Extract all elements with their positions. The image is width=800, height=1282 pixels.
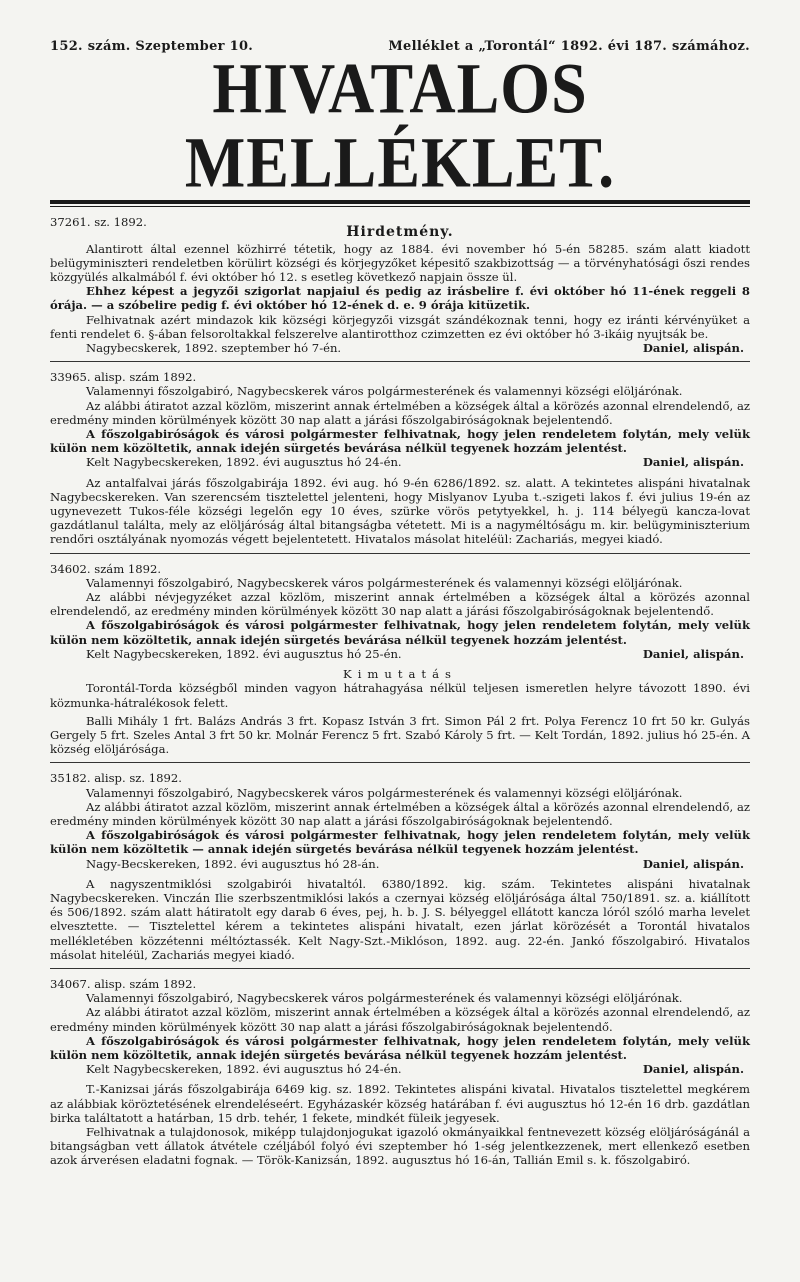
paragraph: A főszolgabiróságok és városi polgármester felhivatnak, hogy jelen rendeletem folytán, mely velük külön nem közöltetik, annak idején sürgetés bevárása nélkül tegyenek hozzám jelentést. bbox=[50, 1033, 750, 1062]
paragraph: Felhivatnak a tulajdonosok, miképp tulajdonjogukat igazoló okmányaikkal fentnevezett község elöljáróságánál a bitangságban vett állatok átvétele czéljából folyó évi szeptember hó 1-ség jelentkezzenek, mert ellenkező esetben azok árverésen eladatni fognak. — Török-Kanizsán, 1892. augusztus hó 16-án, Tallián Emil s. k. főszolgabiró. bbox=[50, 1124, 750, 1168]
signature-line bbox=[50, 857, 750, 871]
addressee: Valamennyi főszolgabiró, Nagybecskerek város polgármesterének és valamennyi községi elöljárónak. bbox=[86, 785, 683, 800]
signer: Daniel, alispán. bbox=[642, 455, 744, 470]
masthead-rule-thin bbox=[50, 206, 750, 207]
notice-hirdetmeny bbox=[50, 215, 750, 355]
paragraph: Az antalfalvai járás főszolgabirája 1892. évi aug. hó 9-én 6286/1892. sz. alatt. A tekintetes alispáni hivatalnak Nagybecskereken. Van szerencsém tisztelettel jelenteni, hogy Mislyanov Lyuba t.-szigeti lakos f. évi julius 19-én az ugynevezett Tukos-féle községi legelőn egy 10 éves, szürke vörös petytyekkel, h. j. 114 bélyegü kancza-lovat gazdátlanul találta, mely az elöljáróság által bitangságba vétetett. Mi is a nagyméltóságu m. kir. belügyminiszterium rendőri osztályának nyomozás végett bejelentetett. Hivatalos másolat hiteléül: Zachariás, megyei kiadó. bbox=[50, 475, 750, 547]
notice-34602 bbox=[50, 562, 750, 757]
paragraph: Az alábbi átiratot azzal közlöm, miszerint annak értelmében a községek által a körözés azonnal elrendelendő, az eredmény minden körülmények között 30 nap alatt a járási főszolgabiróságoknak bejelentendő. bbox=[50, 398, 750, 427]
notice-number: 34602. szám 1892. bbox=[50, 561, 162, 576]
place-date: Kelt Nagybecskereken, 1892. évi augusztus hó 24-én. bbox=[86, 1062, 402, 1077]
paragraph: A főszolgabiróságok és városi polgármester felhivatnak, hogy jelen rendeletem folytán, mely velük külön nem közöltetik — annak idején sürgetés bevárása nélkül tegyenek hozzám jelentést. bbox=[50, 828, 750, 857]
signer: Daniel, alispán. bbox=[642, 646, 744, 661]
place-date: Kelt Nagybecskereken, 1892. évi augusztus hó 24-én. bbox=[86, 455, 402, 470]
paragraph: Az alábbi átiratot azzal közlöm, miszerint annak értelmében a községek által a körözés azonnal elrendelendő, az eredmény minden körülmények között 30 nap alatt a járási főszolgabiróságoknak bejelentendő. bbox=[50, 1005, 750, 1034]
addressee: Valamennyi főszolgabiró, Nagybecskerek város polgármesterének és valamennyi községi elöljárónak. bbox=[86, 991, 683, 1006]
notice-number: 34067. alisp. szám 1892. bbox=[50, 976, 197, 991]
masthead-title: HIVATALOS MELLÉKLET. bbox=[184, 48, 616, 203]
notice-34067 bbox=[50, 977, 750, 1168]
kimutatas-heading: Kimutatás bbox=[343, 667, 457, 682]
newspaper-page bbox=[50, 0, 750, 1168]
notice-number: 37261. sz. 1892. bbox=[50, 215, 147, 230]
signer: Daniel, alispán. bbox=[642, 341, 744, 356]
paragraph: Ehhez képest a jegyzői szigorlat napjaiul és pedig az irásbelire f. évi október hó 11-ének reggeli 8 órája. — a szóbelire pedig f. évi október hó 12-ének d. e. 9 órája kitüzetik. bbox=[50, 284, 750, 313]
signature-line bbox=[50, 1062, 750, 1076]
paragraph: A főszolgabiróságok és városi polgármester felhivatnak, hogy jelen rendeletem folytán, mely velük külön nem közöltetik, annak idején sürgetés bevárása nélkül tegyenek hozzám jelentést. bbox=[50, 427, 750, 456]
paragraph: Felhivatnak azért mindazok kik községi körjegyzői vizsgát szándékoznak tenni, hogy ez iránti kérvényüket a fenti rendelet 6. §-ában felsoroltakkal felszerelve alantirotthoz czimzetten ez évi október hó 3-ikáig nyujtsák be. bbox=[50, 312, 750, 341]
divider bbox=[50, 968, 750, 969]
place-date: Nagybecskerek, 1892. szeptember hó 7-én. bbox=[86, 341, 342, 356]
addressee: Valamennyi főszolgabiró, Nagybecskerek város polgármesterének és valamennyi községi elöljárónak. bbox=[86, 384, 683, 399]
notice-heading: Hirdetmény. bbox=[346, 224, 454, 241]
issue-number: 152. szám. Szeptember 10. bbox=[50, 39, 254, 54]
signature-line bbox=[50, 455, 750, 469]
notice-35182 bbox=[50, 771, 750, 962]
place-date: Nagy-Becskereken, 1892. évi augusztus hó 28-án. bbox=[86, 856, 380, 871]
notice-33965 bbox=[50, 370, 750, 546]
paragraph: A főszolgabiróságok és városi polgármester felhivatnak, hogy jelen rendeletem folytán, mely velük külön nem közöltetik, annak idején sürgetés bevárása nélkül tegyenek hozzám jelentést. bbox=[50, 618, 750, 647]
paragraph: Alantirott által ezennel közhirré tétetik, hogy az 1884. évi november hó 5-én 58285. szám alatt kiadott belügyminiszteri rendeletben körülirt községi és körjegyzőket képesitő szakbizottság — a törvényhatósági őszi rendes közgyülés alkalmából f. évi október hó 12. s esetleg következő napjain össze ül. bbox=[50, 241, 750, 285]
paragraph: Torontál-Torda községből minden vagyon hátrahagyása nélkül teljesen ismeretlen helyre távozott 1890. évi közmunka-hátralékosok felett. bbox=[50, 681, 750, 710]
signature-line bbox=[50, 341, 750, 355]
paragraph: Az alábbi átiratot azzal közlöm, miszerint annak értelmében a községek által a körözés azonnal elrendelendő, az eredmény minden körülmények között 30 nap alatt a járási főszolgabiróságoknak bejelentendő. bbox=[50, 799, 750, 828]
paragraph: Balli Mihály 1 frt. Balázs András 3 frt. Kopasz István 3 frt. Simon Pál 2 frt. Polya Ferencz 10 frt 50 kr. Gulyás Gergely 5 frt. Szeles Antal 3 frt 50 kr. Molnár Ferencz 5 frt. Szabó Károly 5 frt. — Kelt Tordán, 1892. julius hó 25-én. A község elöljárósága. bbox=[50, 713, 750, 757]
addressee: Valamennyi főszolgabiró, Nagybecskerek város polgármesterének és valamennyi községi elöljárónak. bbox=[86, 575, 683, 590]
paragraph: Az alábbi névjegyzéket azzal közlöm, miszerint annak értelmében a községek által a körözés azonnal elrendelendő, az eredmény minden körülmények között 30 nap alatt a járási főszolgabiróságoknak bejelentendő. bbox=[50, 590, 750, 619]
divider bbox=[50, 553, 750, 554]
paragraph: A nagyszentmiklósi szolgabirói hivataltól. 6380/1892. kig. szám. Tekintetes alispáni hivatalnak Nagybecskereken. Vinczán Ilie szerbszentmiklósi lakós a czernyai község elöljárósága által 750/1891. sz. a. kiállított és 506/1892. szám alatt hátiratolt egy darab 6 éves, pej, h. b. J. S. bélyeggel ellátott kancza lóról szóló marha levelet elvesztette. — Tisztelettel kérem a tekintetes alispáni hivatalt, ezen járlat körözését a Torontál hivatalos mellékletében közzétenni méltóztassék. Kelt Nagy-Szt.-Miklóson, 1892. aug. 22-én. Jankó főszolgabiró. Hivatalos másolat hiteléül, Zachariás megyei kiadó. bbox=[50, 876, 750, 962]
supplement-note: Melléklet a „Torontál“ 1892. évi 187. számához. bbox=[388, 39, 750, 54]
signer: Daniel, alispán. bbox=[642, 856, 744, 871]
divider bbox=[50, 762, 750, 763]
place-date: Kelt Nagybecskereken, 1892. évi augusztus hó 25-én. bbox=[86, 646, 402, 661]
notice-number: 33965. alisp. szám 1892. bbox=[50, 370, 197, 385]
paragraph: T.-Kanizsai járás főszolgabirája 6469 kig. sz. 1892. Tekintetes alispáni kivatal. Hivatalos tisztelettel megkérem az alábbiak köröztetésének elrendeléseért. Egyházaskér község határában f. évi augusztus hó 12-én 16 drb. gazdátlan birka találtatott a határban, 15 drb. tehér, 1 fekete, mindkét füleik jegyesek. bbox=[50, 1082, 750, 1125]
divider bbox=[50, 361, 750, 362]
signer: Daniel, alispán. bbox=[642, 1062, 744, 1077]
notice-number: 35182. alisp. sz. 1892. bbox=[50, 771, 182, 786]
signature-line bbox=[50, 647, 750, 661]
